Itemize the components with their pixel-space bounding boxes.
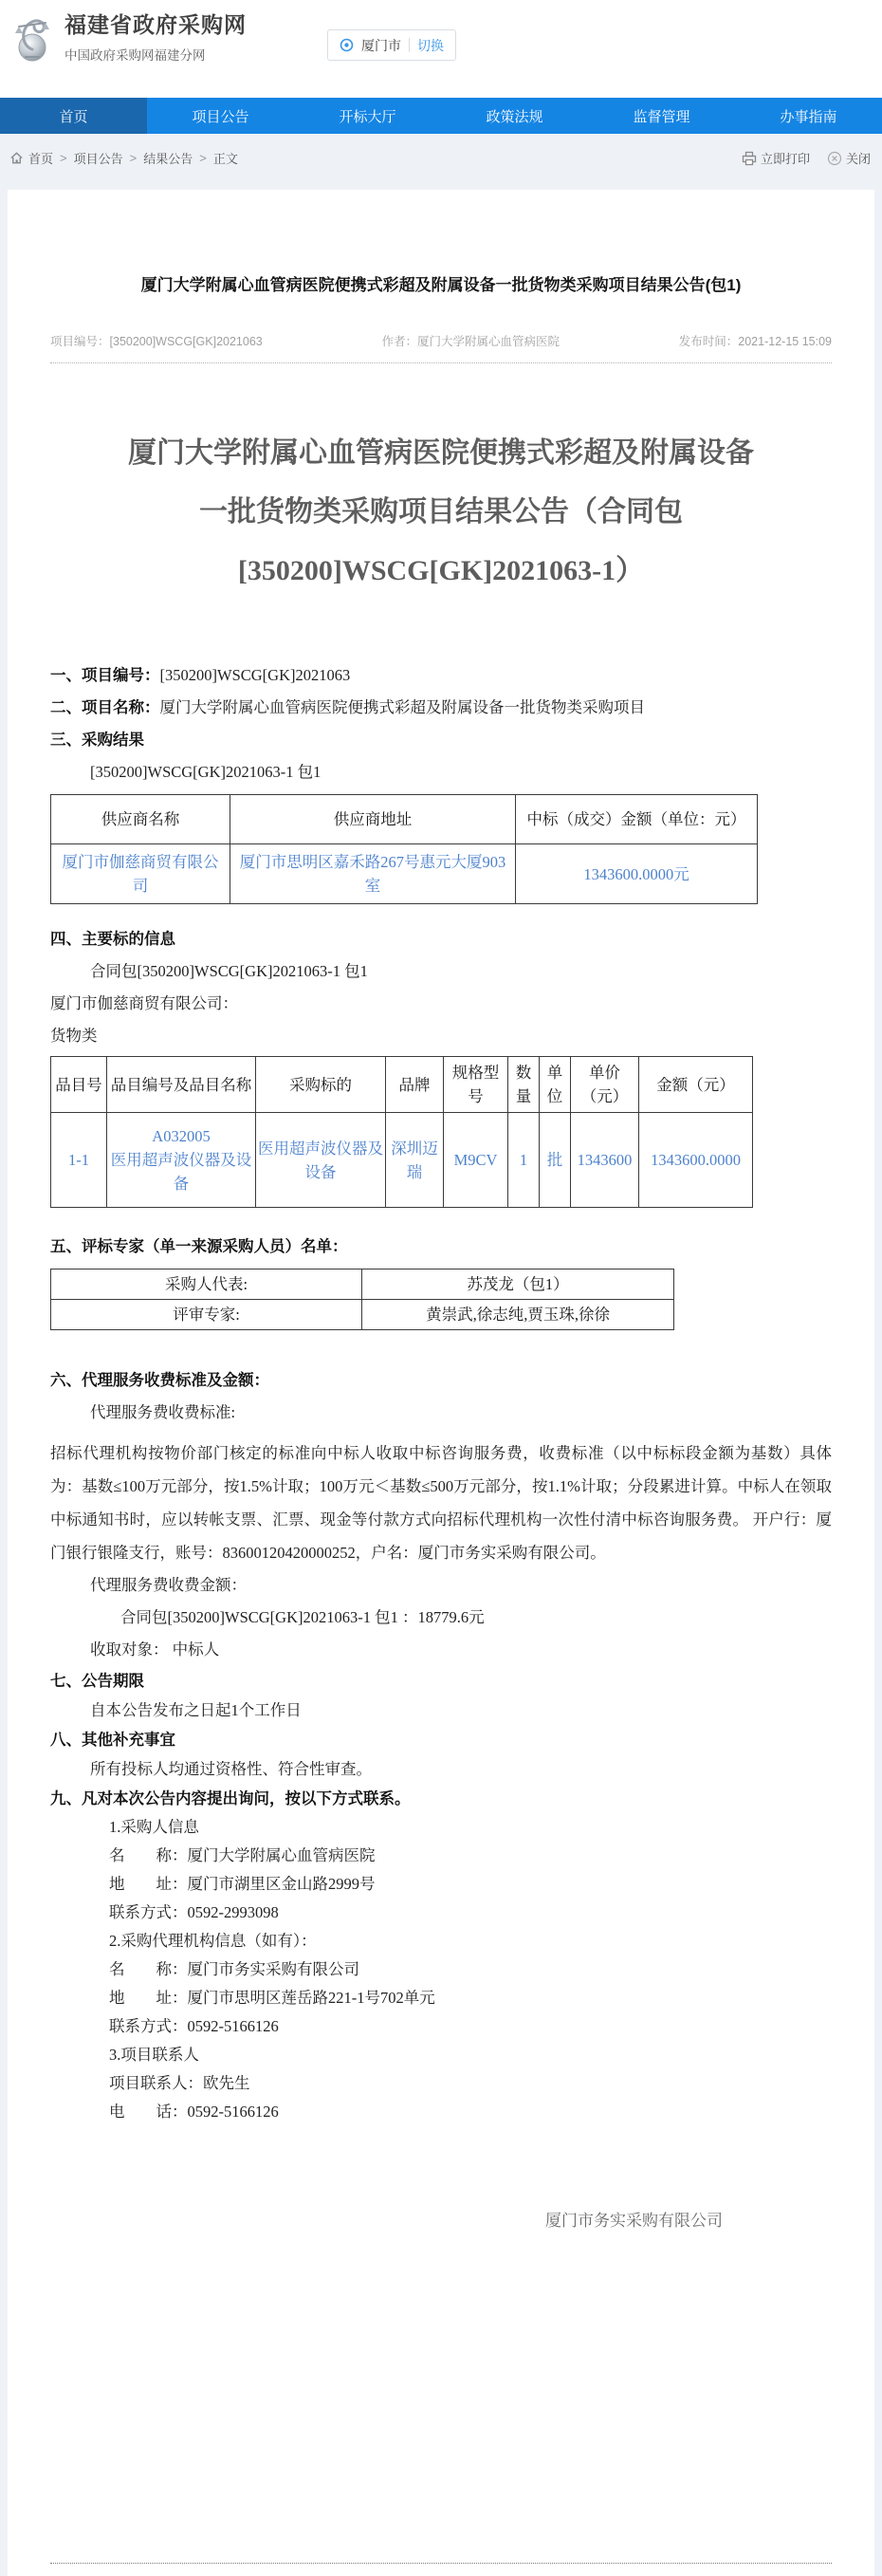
document-title-line2: 一批货物类采购项目结果公告（合同包 (199, 496, 683, 528)
close-button[interactable] (827, 149, 871, 167)
scales-emblem-icon (8, 13, 57, 63)
home-icon (9, 151, 24, 165)
contact-line-agency-name: 名 称：厦门市务实采购有限公司 (109, 1960, 359, 1978)
nav-item-supervision[interactable]: 监督管理 (633, 108, 690, 125)
section-1-label: 一、项目编号： (50, 666, 160, 684)
section-6-heading: 六、代理服务收费标准及金额： (50, 1371, 269, 1389)
section-2-value: 厦门大学附属心血管病医院便携式彩超及附属设备一批货物类采购项目 (159, 698, 645, 716)
buyer-rep-value-cell: 苏茂龙（包1） (362, 1269, 674, 1300)
page-actions (742, 149, 873, 167)
breadcrumb-result-announcements[interactable]: 结果公告 (143, 152, 193, 166)
location-pin-icon (340, 38, 354, 52)
contact-line-buyer-info: 1.采购人信息 (109, 1818, 199, 1836)
section-8-value: 所有投标人均通过资格性、符合性审查。 (90, 1760, 372, 1778)
subject-info-table (50, 1056, 753, 1208)
contact-line-contact-phone: 电 话：0592-5166126 (109, 2103, 279, 2121)
site-title: 福建省政府采购网 (64, 12, 247, 37)
col-item-no: 品目号 (51, 1057, 107, 1113)
breadcrumb-bar (0, 134, 882, 190)
amount-cell: 1343600.0000 (639, 1113, 753, 1208)
meta-project-no-label: 项目编号： (50, 335, 110, 348)
meta-publish-label: 发布时间： (678, 335, 739, 348)
col-supplier-address: 供应商地址 (230, 795, 516, 844)
buyer-rep-label-cell: 采购人代表: (51, 1269, 362, 1300)
page-title: 厦门大学附属心血管病医院便携式彩超及附属设备一批货物类采购项目结果公告(包1) (140, 276, 742, 294)
print-button[interactable] (742, 149, 810, 167)
agency-fee-paragraph: 招标代理机构按物价部门核定的标准向中标人收取中标咨询服务费，收费标准（以中标标段金额为基数）具体为：基数≤100万元部分，按1.5%计取；100万元＜基数≤500万元部分，按1.1%计取；分段累进计算。中标人在领取中标通知书时，应以转帐支票、汇票、现金等付款方式向招标代理机构一次性付清中标咨询服务费。 开户行：厦门银行银隆支行，账号：83600120420000252，户名：厦门市务实采购有限公司。 (50, 1444, 832, 1562)
col-unit: 单位 (540, 1057, 571, 1113)
item-code-name-cell (107, 1113, 256, 1208)
experts-value-cell: 黄崇武,徐志纯,贾玉珠,徐徐 (362, 1300, 674, 1330)
contact-line-buyer-phone: 联系方式：0592-2993098 (109, 1903, 279, 1921)
nav-item-home[interactable]: 首页 (0, 98, 147, 134)
meta-publish-value: 2021-12-15 15:09 (738, 335, 832, 348)
divider (409, 38, 410, 52)
site-logo (8, 8, 247, 64)
supplier-address-cell: 厦门市思明区嘉禾路267号惠元大厦903室 (230, 844, 516, 904)
col-amount: 金额（元） (639, 1057, 753, 1113)
col-award-amount: 中标（成交）金额（单位：元） (516, 795, 758, 844)
section-4-supplier: 厦门市伽慈商贸有限公司： (50, 994, 238, 1012)
meta-project-no (50, 332, 263, 349)
print-label: 立即打印 (760, 152, 810, 166)
table-row (51, 1269, 674, 1300)
section-4-category: 货物类 (50, 1027, 98, 1045)
site-subtitle: 中国政府采购网福建分网 (64, 48, 206, 63)
item-name: 医用超声波仪器及设备 (110, 1151, 252, 1193)
nav-item-bid-opening-hall[interactable]: 开标大厅 (339, 108, 396, 125)
section-9-heading: 九、凡对本次公告内容提出询问，按以下方式联系。 (50, 1789, 411, 1807)
unit-cell: 批 (540, 1113, 571, 1208)
meta-publish-time (679, 332, 832, 349)
breadcrumb-current: 正文 (212, 152, 238, 166)
agency-fee-amount-line: 合同包[350200]WSCG[GK]2021063-1 包1 ：18779.6元 (120, 1608, 485, 1626)
section-3-package: [350200]WSCG[GK]2021063-1 包1 (90, 763, 322, 781)
col-item-code-name: 品目编号及品目名称 (107, 1057, 256, 1113)
experts-label-cell: 评审专家: (51, 1300, 362, 1330)
section-1-project-no (50, 659, 832, 692)
meta-project-no-value: [350200]WSCG[GK]2021063 (109, 335, 263, 348)
table-header-row (51, 795, 758, 844)
award-amount-cell: 1343600.0000元 (516, 844, 758, 904)
nav-item-policies[interactable]: 政策法规 (486, 108, 543, 125)
location-selector (327, 29, 456, 61)
document-title-line3: [350200]WSCG[GK]2021063-1） (237, 555, 645, 586)
main-nav (0, 98, 882, 134)
signature-company: 厦门市务实采购有限公司 (545, 2212, 723, 2230)
agency-fee-standard-label: 代理服务费收费标准: (90, 1403, 236, 1421)
experts-table (50, 1269, 674, 1330)
document-body (50, 424, 832, 2231)
section-2-label: 二、项目名称： (50, 698, 160, 716)
meta-author-label: 作者： (381, 335, 417, 348)
site-header (0, 0, 882, 98)
procurement-result-table (50, 794, 758, 904)
qty-cell: 1 (508, 1113, 540, 1208)
model-cell: M9CV (444, 1113, 508, 1208)
col-unit-price: 单价（元） (571, 1057, 639, 1113)
section-1-value: [350200]WSCG[GK]2021063 (159, 666, 351, 684)
breadcrumb-separator: > (129, 151, 138, 165)
close-icon (827, 151, 842, 166)
contact-line-agency-info: 2.采购代理机构信息（如有）： (109, 1932, 317, 1950)
switch-city-button[interactable]: 切换 (417, 37, 444, 53)
breadcrumb-project-announcements[interactable]: 项目公告 (73, 152, 123, 166)
section-2-project-name (50, 692, 832, 724)
col-model: 规格型号 (444, 1057, 508, 1113)
brand-cell: 深圳迈瑞 (386, 1113, 444, 1208)
col-brand: 品牌 (386, 1057, 444, 1113)
section-8-heading: 八、其他补充事宜 (50, 1731, 175, 1749)
document-title (50, 424, 832, 601)
table-row (51, 1113, 753, 1208)
contact-line-agency-phone: 联系方式：0592-5166126 (109, 2017, 279, 2035)
item-code: A032005 (152, 1127, 211, 1145)
unit-price-cell: 1343600 (571, 1113, 639, 1208)
close-label: 关闭 (845, 152, 871, 166)
section-3-heading: 三、采购结果 (50, 731, 144, 749)
supplier-name-cell: 厦门市伽慈商贸有限公司 (51, 844, 230, 904)
section-4-heading: 四、主要标的信息 (50, 930, 175, 948)
printer-icon (742, 151, 757, 166)
meta-author-value: 厦门大学附属心血管病医院 (417, 335, 560, 348)
nav-item-project-announcements[interactable]: 项目公告 (192, 108, 249, 125)
meta-author (381, 332, 560, 349)
current-city: 厦门市 (361, 37, 401, 53)
announcement-card (8, 190, 874, 2576)
breadcrumb-separator: > (199, 151, 207, 165)
section-4-package: 合同包[350200]WSCG[GK]2021063-1 包1 (90, 962, 368, 980)
table-row (51, 844, 758, 904)
contact-line-buyer-name: 名 称：厦门大学附属心血管病医院 (109, 1846, 376, 1864)
table-row (51, 1300, 674, 1330)
nav-item-service-guide[interactable]: 办事指南 (780, 108, 837, 125)
section-7-heading: 七、公告期限 (50, 1672, 144, 1690)
breadcrumb-separator: > (60, 151, 67, 165)
table-header-row (51, 1057, 753, 1113)
contact-line-agency-address: 地 址：厦门市思明区莲岳路221-1号702单元 (109, 1989, 435, 2007)
col-qty: 数量 (508, 1057, 540, 1113)
item-no-cell: 1-1 (51, 1113, 107, 1208)
breadcrumb-home[interactable]: 首页 (28, 152, 54, 166)
col-subject: 采购标的 (256, 1057, 386, 1113)
contact-line-contact-person: 项目联系人：欧先生 (109, 2074, 250, 2092)
contact-line-project-contact: 3.项目联系人 (109, 2046, 199, 2064)
col-supplier-name: 供应商名称 (51, 795, 230, 844)
subject-cell: 医用超声波仪器及设备 (256, 1113, 386, 1208)
contact-line-buyer-address: 地 址：厦门市湖里区金山路2999号 (109, 1875, 376, 1893)
article-meta (50, 332, 832, 363)
document-title-line1: 厦门大学附属心血管病医院便携式彩超及附属设备 (128, 437, 754, 469)
fee-target-line: 收取对象： 中标人 (90, 1640, 220, 1659)
breadcrumb (9, 149, 238, 167)
bottom-divider (50, 2563, 832, 2564)
section-5-heading: 五、评标专家（单一来源采购人员）名单： (50, 1237, 348, 1255)
section-7-value: 自本公告发布之日起1个工作日 (90, 1701, 302, 1719)
agency-fee-amount-label: 代理服务费收费金额： (90, 1576, 247, 1594)
